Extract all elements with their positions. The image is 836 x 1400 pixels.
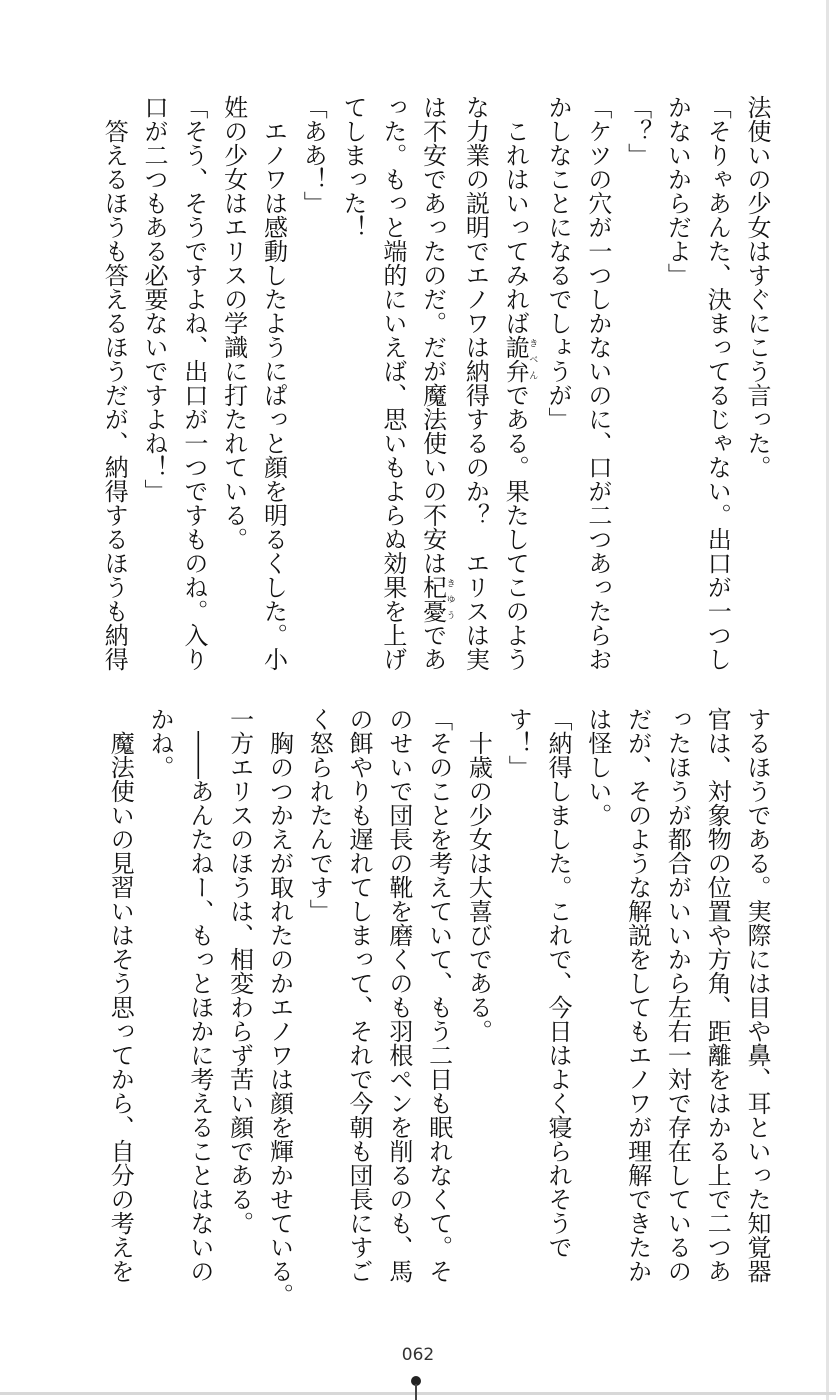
text-line bbox=[99, 707, 139, 1287]
text-segment: は怪しい。 bbox=[583, 707, 612, 827]
text-line bbox=[219, 707, 259, 1287]
text-line bbox=[537, 707, 577, 1287]
text-segment: の餌やりも遅れてしまって、それで今朝も団長にすご bbox=[345, 707, 374, 1283]
scan-edge-right bbox=[826, 0, 829, 1400]
text-line bbox=[577, 707, 617, 1287]
text-segment: す！」 bbox=[504, 707, 533, 779]
text-segment: てしまった！ bbox=[339, 95, 368, 239]
text-line bbox=[617, 707, 657, 1287]
text-line bbox=[378, 707, 418, 1287]
ruby-base: 詭弁 bbox=[501, 335, 530, 383]
text-segment: く怒られたんです」 bbox=[305, 707, 334, 923]
text-segment: 口が二つもある必要ないですよね！」 bbox=[140, 95, 169, 503]
page-marker-stem bbox=[415, 1384, 417, 1400]
text-segment: エノワは感動したようにぱっと顔を明るくした。小 bbox=[259, 95, 288, 671]
text-line bbox=[736, 707, 776, 1287]
text-line bbox=[253, 95, 293, 675]
text-segment: 「ケツの穴が一つしかないのに、口が二つあったらお bbox=[583, 95, 612, 671]
text-line bbox=[173, 95, 213, 675]
text-segment: 法使いの少女はすぐにこう言った。 bbox=[743, 95, 771, 479]
scan-edge-bottom bbox=[0, 1392, 836, 1395]
text-line bbox=[298, 707, 338, 1287]
text-line bbox=[338, 707, 378, 1287]
text-segment: である。果たしてこのよう bbox=[501, 383, 530, 671]
text-line bbox=[657, 95, 697, 675]
text-segment: これはいってみれば bbox=[501, 95, 530, 335]
ruby-word bbox=[501, 335, 538, 383]
text-line bbox=[93, 95, 133, 675]
text-segment: 姓の少女はエリスの学識に打たれている。 bbox=[219, 95, 248, 551]
text-line bbox=[418, 707, 458, 1287]
ruby-base: 杞憂 bbox=[418, 575, 447, 623]
text-segment: な力業の説明でエノワは納得するのか？ エリスは実 bbox=[461, 95, 490, 671]
text-line bbox=[617, 95, 657, 675]
text-segment: 「そう、そうですよね、出口が一つですものね。入り bbox=[179, 95, 208, 671]
text-line bbox=[657, 707, 697, 1287]
text-segment: 「？」 bbox=[623, 95, 652, 167]
text-line bbox=[139, 707, 179, 1287]
text-segment: かね。 bbox=[146, 707, 175, 779]
text-segment: 答えるほうも答えるほうだが、納得するほうも納得 bbox=[100, 95, 129, 671]
text-line bbox=[494, 95, 537, 675]
text-line bbox=[458, 707, 498, 1287]
text-line bbox=[259, 707, 299, 1307]
text-segment: は不安であったのだ。だが魔法使いの不安は bbox=[418, 95, 447, 575]
ruby-word bbox=[418, 575, 455, 623]
text-block-lower bbox=[99, 707, 776, 1307]
text-segment: かないからだよ」 bbox=[663, 95, 692, 287]
text-line bbox=[455, 95, 495, 675]
text-segment: 一方エリスのほうは、相変わらず苦い顔である。 bbox=[225, 707, 254, 1235]
text-segment: だが、そのような解説をしてもエノワが理解できたか bbox=[623, 707, 652, 1283]
text-segment: 「そりゃあんた、決まってるじゃない。出口が一つし bbox=[703, 95, 732, 671]
page-number: 062 bbox=[401, 1345, 435, 1365]
text-segment: 「ああ！」 bbox=[299, 95, 328, 215]
text-line bbox=[332, 95, 372, 675]
text-line bbox=[133, 95, 173, 675]
text-segment: 「そのことを考えていて、もう二日も眠れなくて。そ bbox=[424, 707, 453, 1283]
text-line bbox=[213, 95, 253, 675]
text-segment: であ bbox=[418, 623, 447, 671]
text-segment: 「納得しました。これで、今日はよく寝られそうで bbox=[544, 707, 573, 1259]
text-line bbox=[179, 707, 219, 1287]
text-block-upper bbox=[93, 95, 776, 675]
text-line bbox=[372, 95, 412, 675]
text-segment: 十歳の少女は大喜びである。 bbox=[464, 707, 493, 1043]
text-segment: ったほうが都合がいいから左右一対で存在しているの bbox=[663, 707, 692, 1283]
text-line bbox=[537, 95, 577, 675]
text-segment: った。もっと端的にいえば、思いもよらぬ効果を上げ bbox=[378, 95, 407, 671]
text-segment: するほうである。実際には目や鼻、耳といった知覚器 bbox=[743, 707, 771, 1283]
text-segment: ――あんたねー、もっとほかに考えることはないの bbox=[185, 707, 214, 1283]
text-line bbox=[412, 95, 455, 675]
text-segment: かしなことになるでしょうが」 bbox=[544, 95, 573, 431]
text-line bbox=[577, 95, 617, 675]
ruby-reading: きべん bbox=[527, 335, 538, 383]
text-line bbox=[696, 95, 736, 675]
text-line bbox=[736, 95, 776, 675]
text-line bbox=[292, 95, 332, 675]
text-segment: 魔法使いの見習いはそう思ってから、自分の考えを bbox=[106, 707, 135, 1283]
text-segment: 官は、対象物の位置や方角、距離をはかる上で二つあ bbox=[703, 707, 732, 1283]
text-segment: 胸のつかえが取れたのかエノワは顔を輝かせている。 bbox=[265, 707, 294, 1307]
text-line bbox=[497, 707, 537, 1287]
ruby-reading: きゆう bbox=[444, 575, 455, 623]
text-line bbox=[696, 707, 736, 1287]
text-segment: のせいで団長の靴を磨くのも羽根ペンを削るのも、馬 bbox=[384, 707, 413, 1283]
